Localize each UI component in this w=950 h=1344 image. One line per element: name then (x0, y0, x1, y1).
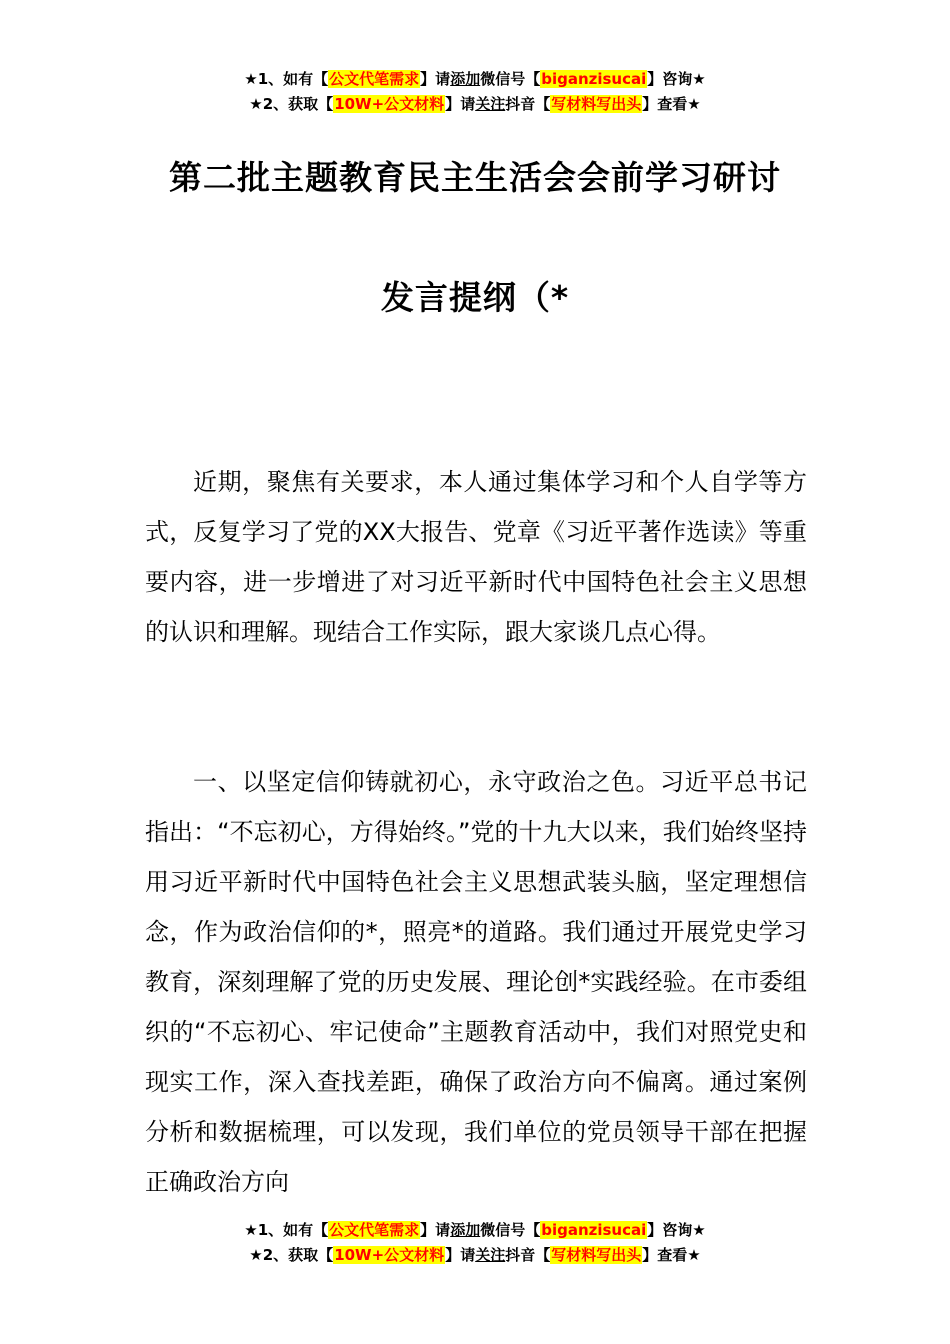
banner-text: 】咨询★ (647, 1221, 706, 1239)
banner-underline: 关注 (475, 1246, 506, 1264)
banner-highlight: 公文代笔需求 (329, 70, 420, 88)
banner-highlight: biganzisucai (541, 1221, 647, 1239)
banner-text: 】请 (445, 95, 476, 113)
banner-highlight: 10W+公文材料 (334, 1246, 445, 1264)
banner-text: 微信号【 (480, 70, 541, 88)
header-banner (0, 67, 950, 117)
footer-banner (0, 1218, 950, 1268)
banner-text: 抖音【 (505, 1246, 551, 1264)
banner-text: 】请 (445, 1246, 476, 1264)
document-title-line-1: 第二批主题教育民主生活会会前学习研讨 (169, 158, 781, 197)
banner-line-2 (0, 1243, 950, 1268)
document-title-line-2: 发言提纲（* (380, 278, 570, 317)
banner-line-1 (0, 1218, 950, 1243)
banner-highlight: 公文代笔需求 (329, 1221, 420, 1239)
banner-highlight: biganzisucai (541, 70, 647, 88)
banner-text: ★1、如有【 (244, 70, 329, 88)
banner-underline: 添加 (450, 1221, 481, 1239)
banner-text: 微信号【 (480, 1221, 541, 1239)
banner-text: 】请 (420, 1221, 451, 1239)
banner-text: ★2、获取【 (249, 95, 334, 113)
banner-text: 】查看★ (642, 1246, 701, 1264)
banner-highlight: 写材料写出头 (551, 95, 642, 113)
banner-text: 】咨询★ (647, 70, 706, 88)
banner-text: ★2、获取【 (249, 1246, 334, 1264)
banner-text: 抖音【 (505, 95, 551, 113)
body-paragraph-2: 一、以坚定信仰铸就初心，永守政治之色。习近平总书记指出：“不忘初心，方得始终。”党的十九大以来，我们始终坚持用习近平新时代中国特色社会主义思想武装头脑，坚定理想信念，作为政治信仰的*，照亮*的道路。我们通过开展党史学习教育，深刻理解了党的历史发展、理论创*实践经验。在市委组织的“不忘初心、牢记使命”主题教育活动中，我们对照党史和现实工作，深入查找差距，确保了政治方向不偏离。通过案例分析和数据梳理，可以发现，我们单位的党员领导干部在把握正确政治方向 (145, 768, 807, 1196)
banner-highlight: 写材料写出头 (551, 1246, 642, 1264)
banner-line-1 (0, 67, 950, 92)
banner-line-2 (0, 92, 950, 117)
banner-underline: 添加 (450, 70, 481, 88)
banner-text: 】查看★ (642, 95, 701, 113)
banner-underline: 关注 (475, 95, 506, 113)
banner-text: ★1、如有【 (244, 1221, 329, 1239)
banner-text: 】请 (420, 70, 451, 88)
banner-highlight: 10W+公文材料 (334, 95, 445, 113)
body-paragraph-1: 近期，聚焦有关要求，本人通过集体学习和个人自学等方式，反复学习了党的XX大报告、党章《习近平著作选读》等重要内容，进一步增进了对习近平新时代中国特色社会主义思想的认识和理解。现结合工作实际，跟大家谈几点心得。 (145, 468, 807, 646)
